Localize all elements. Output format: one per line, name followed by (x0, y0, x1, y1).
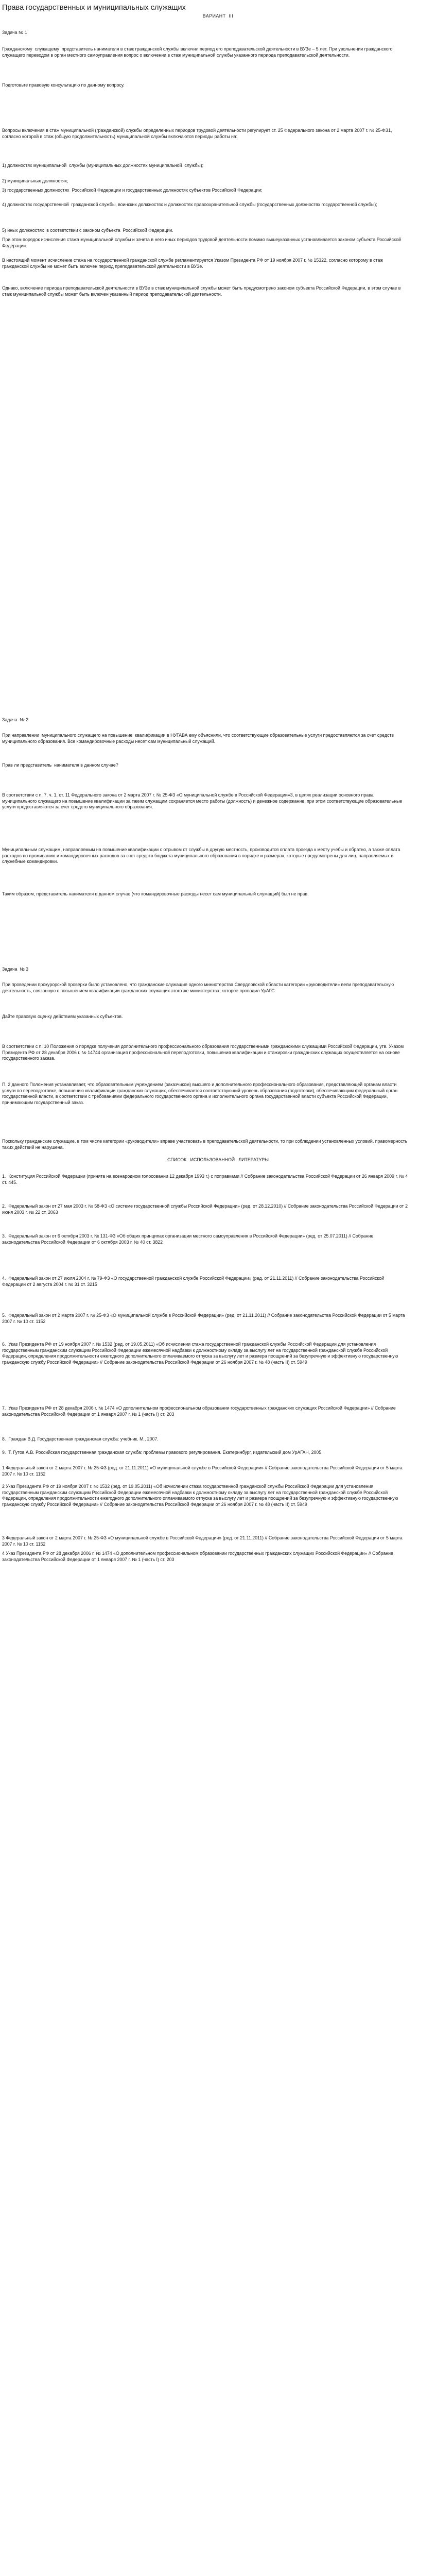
task2-heading: Задача № 2 (2, 717, 29, 722)
task1-paragraph: Гражданскому служащему представитель нанимателя в стаж гражданской службы включил период его преподавательской деятельности в ВУЗе – 5 лет. При увольнении гражданского служащего переводом в орган местного самоуправления вопрос о включении в стаж муниципальной службы указанного периода преподавательской деятельности. (2, 46, 394, 58)
task3-paragraph: В соответствии с п. 10 Положения о порядке получения дополнительного профессионального образования государственными гражданскими служащими Российской Федерации, утв. Указом Президента РФ от 28 декабря 2006 г. № 14744 организация профессиональной переподготовки, повышения квалификации и стажировки гражданских служащих осуществляется на основе государственного заказа. (2, 1044, 405, 1061)
task1-paragraph: Однако, включение периода преподавательской деятельности в ВУЗе в стаж муниципальной службы может быть предусмотрено законом субъекта Российской Федерации, в этом случае в стаж муниципальной службы может быть включен указанный период преподавательской деятельности. (2, 285, 402, 297)
reference-item: 2. Федеральный закон от 27 мая 2003 г. № 58-ФЗ «О системе государственной службы Российской Федерации» (ред. от 28.12.2010) // Собрание законодательства Российской Федерации от 2 июня 2003 г. № 22 ст. 2063 (2, 1204, 409, 1215)
reference-item: 6. Указ Президента РФ от 19 ноября 2007 г. № 1532 (ред. от 19.05.2011) «Об исчислении стажа государственной гражданской службы Российской Федерации для установления государственным гражданским служащим Российской Федерации ежемесячной надбавки к должностному окладу за выслугу лет на государственной гражданской службе Российской Федерации, определения продолжительности ежегодного дополнительного оплачиваемого отпуска за выслугу лет и размера поощрений за безупречную и эффективную государственную гражданскую службу Российской Федерации» // Собрание законодательства Российской Федерации от 26 ноября 2007 г. № 48 (часть II) ст. 5949 (2, 1342, 399, 1365)
task3-paragraph: Дайте правовую оценку действиям указанных субъектов. (2, 1014, 123, 1019)
task3-paragraph: При проведении прокурорской проверки было установлено, что гражданские служащие одного министерства Свердловской области категории «руководители» вели преподавательскую деятельность, связанную с повышением квалификации гражданских служащих этого же министерства, которое проводил УрАГС. (2, 982, 395, 993)
task1-list-item: 5) иных должностях в соответствии с законом субъекта Российской Федерации. (2, 228, 173, 233)
task2-paragraph: Таким образом, представитель нанимателя в данном случае (что командировочные расходы несет сам муниципальный служащий) был не прав. (2, 891, 309, 896)
task3-paragraph: П. 2 данного Положения устанавливает, что образовательным учреждением (заказчиком) высшего и дополнительного профессионального образования, представляющей органам власти услуги по переподготовке, повышению квалификации гражданских служащих, обеспечивается соответствующий уровень образования (подготовки), обеспечивающим федеральный орган государственной власти, в соответствии с требованиями федерального государственного органа и исполнительного органа государственной власти субъекта Российской Федерации, принимающим государственный заказ. (2, 1082, 399, 1105)
variant-label: ВАРИАНТ III (202, 13, 234, 19)
task1-list-item: 4) должностях государственной гражданской службы, воинских должностях и должностях правоохранительной службы (государственных должностях государственной службы); (2, 202, 377, 207)
task1-paragraph: В настоящий момент исчисление стажа на государственной гражданской службе регламентируется Указом Президента РФ от 19 ноября 2007 г. № 15322, согласно которому в стаж гражданской службы не может быть включен период преподавательской деятельности в ВУЗе. (2, 258, 385, 269)
task3-heading: Задача № 3 (2, 967, 29, 972)
task1-list-item: 2) муниципальных должностях; (2, 178, 68, 183)
task1-paragraph: При этом порядок исчисления стажа муниципальной службы и зачета в него иных периодов трудовой деятельности помимо вышеуказанных устанавливается законом субъекта Российской Федерации. (2, 237, 403, 248)
footnote: 4 Указ Президента РФ от 28 декабря 2006 г. № 1474 «О дополнительном профессиональном образовании государственных гражданских служащих Российской Федерации» // Собрание законодательства Российской Федерации от 1 января 2007 г. № 1 (часть I) ст. 203 (2, 1551, 395, 1562)
footnote: 3 Федеральный закон от 2 марта 2007 г. № 25-ФЗ «О муниципальной службе в Российской Федерации» (ред. от 21.11.2011) // Собрание законодательства Российской Федерации от 5 марта 2007 г. № 10 ст. 1152 (2, 1535, 404, 1547)
reference-item: 5. Федеральный закон от 2 марта 2007 г. № 25-ФЗ «О муниципальной службе в Российской Федерации» (ред. от 21.11.2011) // Собрание законодательства Российской Федерации от 5 марта 2007 г. № 10 ст. 1152 (2, 1313, 407, 1324)
page-title: Права государственных и муниципальных служащих (2, 4, 186, 12)
bibliography-heading: СПИСОК ИСПОЛЬЗОВАННОЙ ЛИТЕРАТУРЫ (167, 1157, 269, 1162)
task2-paragraph: Прав ли представитель нанимателя в данном случае? (2, 762, 118, 768)
task1-paragraph: Вопросы включения в стаж муниципальной (гражданской) службы определенных периодов трудовой деятельности регулирует ст. 25 Федерального закона от 2 марта 2007 г. № 25-ФЗ1, согласно которой в стаж (общую продолжительность) муниципальной службы включаются периоды работы на: (2, 128, 393, 139)
task1-list-item: 1) должностях муниципальной службы (муниципальных должностях муниципальной службы); (2, 163, 204, 168)
footnote: 1 Федеральный закон от 2 марта 2007 г. № 25-ФЗ (ред. от 21.11.2011) «О муниципальной службе в Российской Федерации» // Собрание законодательства Российской Федерации от 5 марта 2007 г. № 10 ст. 1152 (2, 1465, 404, 1477)
task3-paragraph: Поскольку гражданские служащие, в том числе категории «руководители» вправе участвовать в преподавательской деятельности, то при соблюдении установленных условий, правомерность таких действий не нарушена. (2, 1139, 409, 1150)
reference-item: 7. Указ Президента РФ от 28 декабря 2006 г. № 1474 «О дополнительном профессиональном образовании государственных гражданских служащих Российской Федерации» // Собрание законодательства Российской Федерации от 1 января 2007 г. № 1 (часть I) ст. 203 (2, 1405, 397, 1417)
reference-item: 3. Федеральный закон от 6 октября 2003 г. № 131-ФЗ «Об общих принципах организации местного самоуправления в Российской Федерации» (ред. от 25.07.2011) // Собрание законодательства Российской Федерации от 6 октября 2003 г. № 40 ст. 3822 (2, 1233, 375, 1245)
task2-paragraph: При направлении муниципального служащего на повышение квалификации в НУГАВА ему объяснили, что соответствующие образовательные услуги предоставляются за счет средств муниципального образования. Все командировочные расходы несет сам муниципальный служащий. (2, 733, 395, 744)
reference-item: 1. Конституция Российской Федерации (принята на всенародном голосовании 12 декабря 1993 г.) с поправками // Собрание законодательства Российской Федерации от 26 января 2009 г. № 4 ст. 445. (2, 1174, 409, 1185)
reference-item: 9. Т. Гутов А.В. Российская государственная гражданская служба: проблемы правового регулирования. Екатеринбург, издательский дом УрАГАН, 2005. (2, 1450, 323, 1455)
task1-list-item: 3) государственных должностях Российской Федерации и государственных должностях субъектов Российской Федерации; (2, 188, 263, 193)
reference-item: 4. Федеральный закон от 27 июля 2004 г. № 79-ФЗ «О государственной гражданской службе Российской Федерации» (ред. от 21.11.2011) // Собрание законодательства Российской Федерации от 2 августа 2004 г. № 31 ст. 3215 (2, 1276, 386, 1287)
footnote: 2 Указ Президента РФ от 19 ноября 2007 г. № 1532 (ред. от 19.05.2011) «Об исчислении стажа государственной гражданской службы Российской Федерации для установления государственным гражданским служащим Российской Федерации ежемесячной надбавки к должностному окладу за выслугу лет на государственной гражданской службе Российской Федерации, определения продолжительности ежегодного дополнительного оплачиваемого отпуска за выслугу лет и размера поощрений за безупречную и эффективную государственную гражданскую службу Российской Федерации» // Собрание законодательства Российской Федерации от 26 ноября 2007 г. № 48 (часть II) ст. 5949 (2, 1484, 399, 1507)
reference-item: 8. Граждан В.Д. Государственная гражданская служба: учебник. М., 2007. (2, 1436, 159, 1442)
task2-paragraph: В соответствии с п. 7, ч. 1, ст. 11 Федерального закона от 2 марта 2007 г. № 25-ФЗ «О муниципальной службе в Российской Федерации»3, в целях реализации основного права муниципального служащего на повышение квалификации за таким служащим сохраняется место работы (должность) и денежное содержание, при этом соответствующие образовательные услуги предоставляются за счет средств муниципального образования. (2, 792, 404, 810)
task1-heading: Задача № 1 (2, 30, 27, 35)
task2-paragraph: Муниципальным служащим, направляемым на повышение квалификации с отрывом от службы в другую местность, производится оплата проезда к месту учебы и обратно, а также оплата расходов по проживанию и командировочных расходов за счет средств бюджета муниципального образования в порядке и размерах, которые предусмотрены для лиц, направляемых в служебные командировки. (2, 847, 402, 865)
task1-paragraph: Подготовьте правовую консультацию по данному вопросу. (2, 82, 125, 88)
